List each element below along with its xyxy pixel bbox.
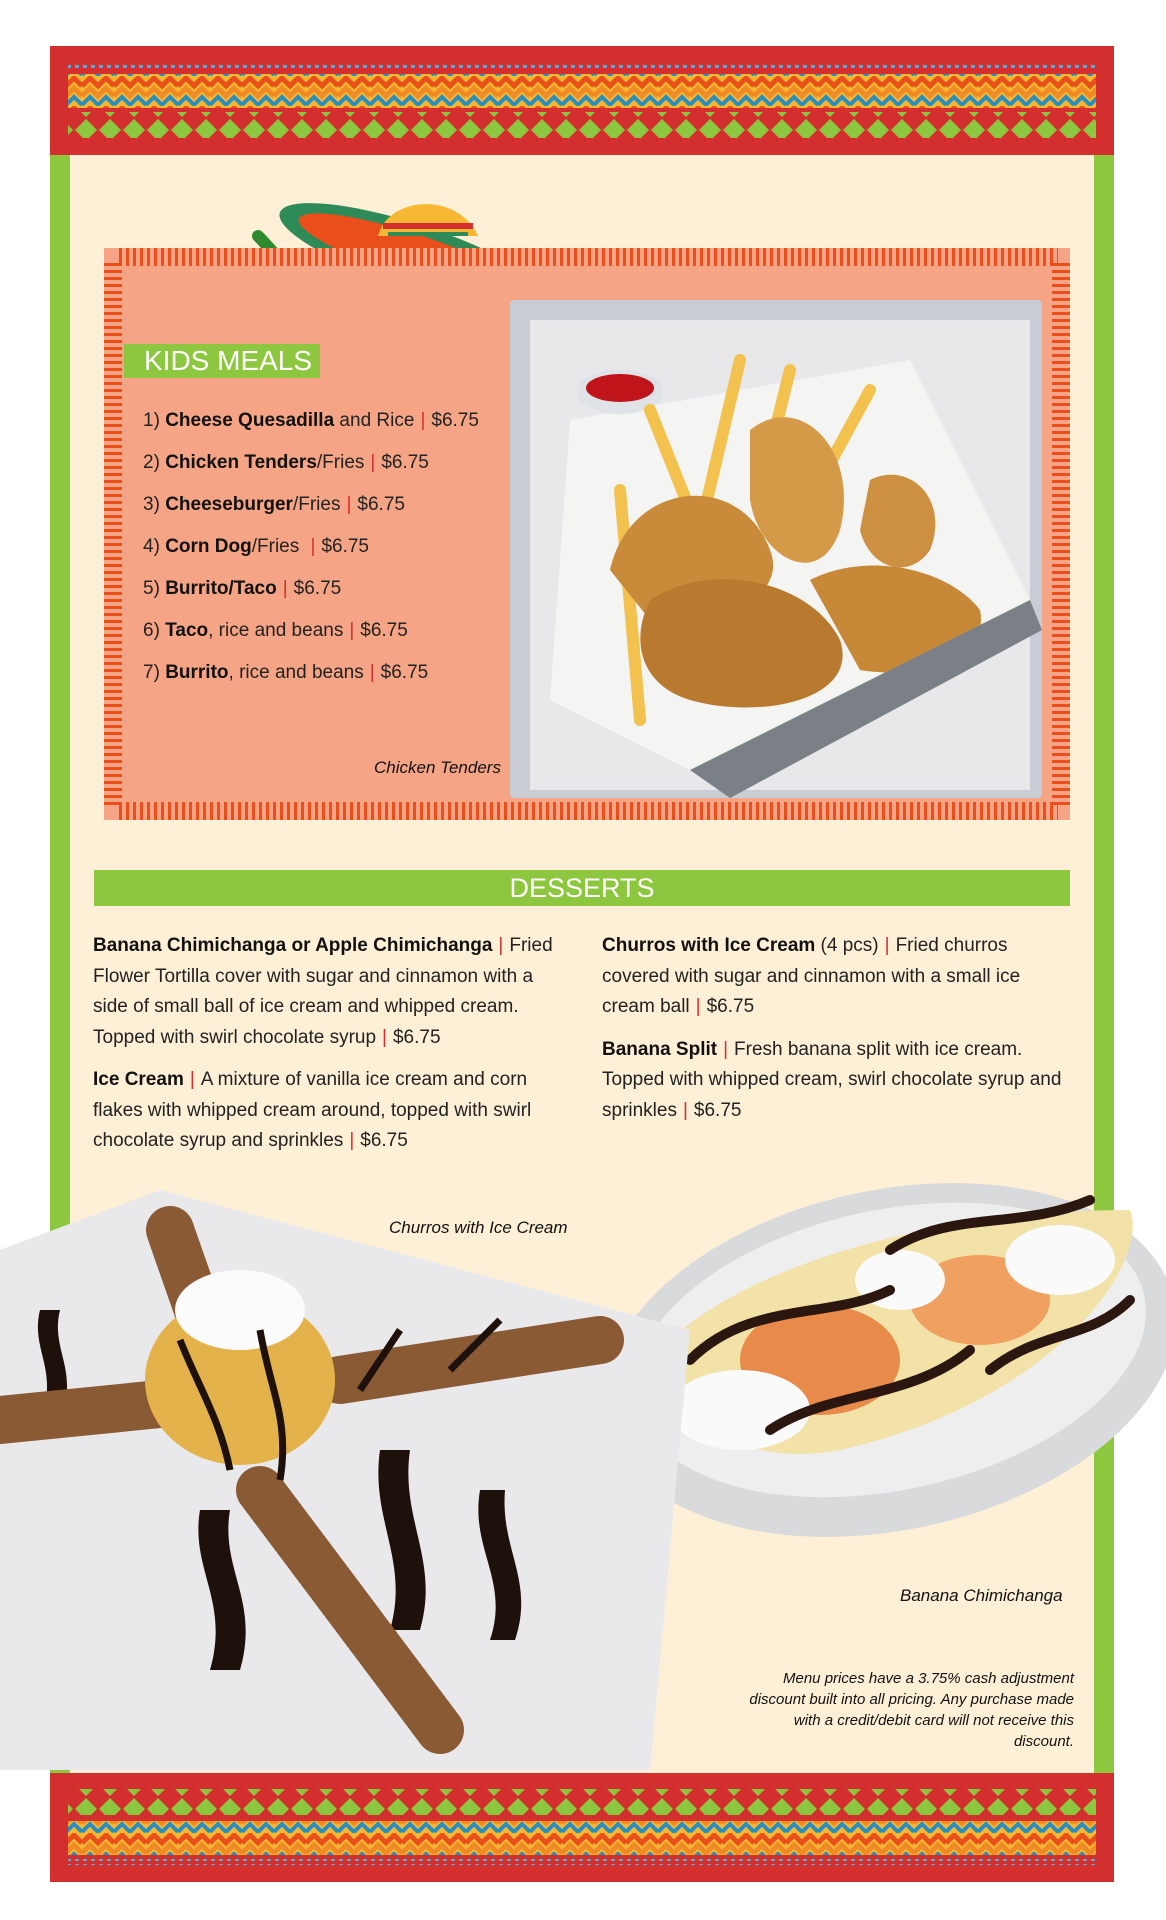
list-item: 3) Cheeseburger/Fries | $6.75 <box>143 494 405 515</box>
price: $6.75 <box>380 662 429 683</box>
aztec-pattern-top <box>50 46 1114 155</box>
list-item: 2) Chicken Tenders/Fries | $6.75 <box>143 452 429 473</box>
list-item: 5) Burrito/Taco | $6.75 <box>143 578 342 599</box>
dessert-item: Banana Chimichanga or Apple Chimichanga | Fried Flower Tortilla cover with sugar and cinnamon with a side of small ball of ice cream and whipped cream. Topped with swirl chocolate syrup | $6.75 <box>93 935 553 1048</box>
aztec-pattern-bottom <box>50 1773 1114 1882</box>
list-item: 4) Corn Dog/Fries | $6.75 <box>143 536 369 557</box>
price: $6.75 <box>431 410 479 431</box>
dessert-item: Banana Split | Fresh banana split with ice cream. Topped with whipped cream, swirl chocolate syrup and sprinkles | $6.75 <box>602 1038 1062 1121</box>
desserts-left-column <box>93 931 573 1169</box>
kids-meals-list <box>143 406 479 700</box>
price-disclaimer: Menu prices have a 3.75% cash adjustment discount built into all pricing. Any purchase made with a credit/debit card will not receive this discount. <box>749 1670 1074 1750</box>
dessert-item: Ice Cream | A mixture of vanilla ice cream and corn flakes with whipped cream around, topped with swirl chocolate syrup and sprinkles | $6.75 <box>93 1069 532 1151</box>
price: $6.75 <box>293 578 342 599</box>
desserts-title: DESSERTS <box>94 870 1070 906</box>
bottom-decorative-band <box>50 1773 1114 1882</box>
list-item: 6) Taco, rice and beans | $6.75 <box>143 620 408 641</box>
list-item: 7) Burrito, rice and beans | $6.75 <box>143 662 429 683</box>
top-decorative-band <box>50 46 1114 155</box>
dessert-item: Churros with Ice Cream (4 pcs) | Fried churros covered with sugar and cinnamon with a small ice cream ball | $6.75 <box>602 935 1021 1017</box>
chicken-tenders-caption: Chicken Tenders <box>374 758 501 777</box>
price: $6.75 <box>357 494 405 515</box>
list-item: 1) Cheese Quesadilla and Rice | $6.75 <box>143 410 479 431</box>
churros-caption: Churros with Ice Cream <box>389 1218 568 1237</box>
kids-meals-title: KIDS MEALS <box>124 344 320 378</box>
banana-chimichanga-caption: Banana Chimichanga <box>900 1586 1063 1605</box>
chicken-tenders-photo <box>510 300 1042 798</box>
price: $6.75 <box>381 452 429 473</box>
churros-photo <box>0 1190 690 1770</box>
price: $6.75 <box>321 536 369 557</box>
price: $6.75 <box>360 620 408 641</box>
